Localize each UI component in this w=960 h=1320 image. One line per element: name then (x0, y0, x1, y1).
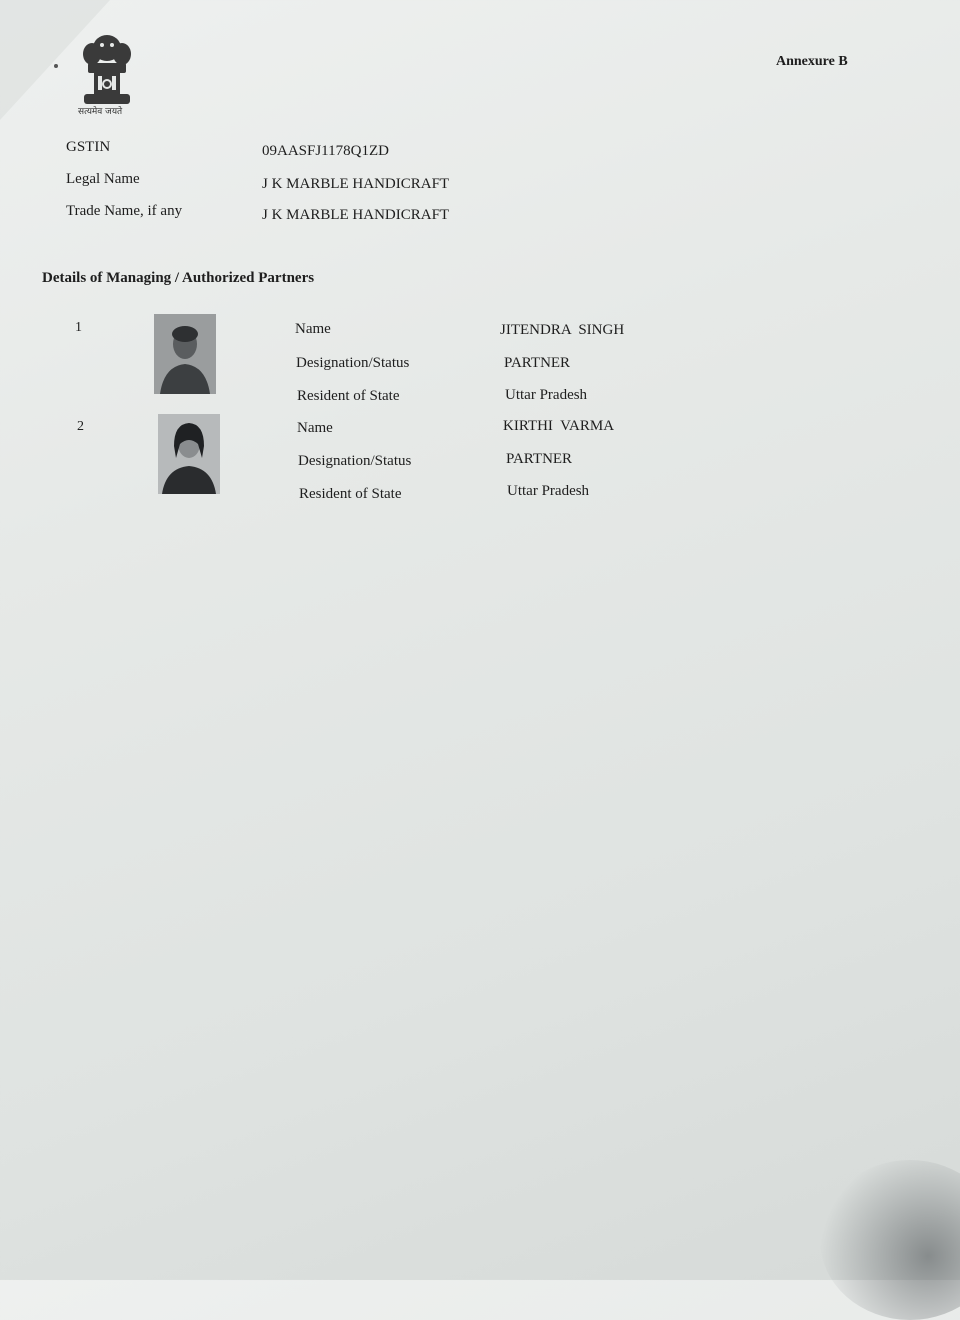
partner-name-value: KIRTHI VARMA (503, 418, 615, 434)
partner-name-value: JITENDRA SINGH (500, 322, 625, 338)
partner-photo (154, 314, 216, 394)
partner-name-label: Name (295, 321, 331, 337)
gstin-label: GSTIN (66, 139, 111, 155)
partner-state-label: Resident of State (299, 486, 402, 502)
ink-speck (54, 64, 58, 68)
partner-designation-value: PARTNER (506, 451, 573, 467)
partner-name-label: Name (297, 420, 333, 436)
corner-shadow (820, 1160, 960, 1320)
partner-number: 2 (77, 419, 84, 434)
trade-name-label: Trade Name, if any (66, 203, 183, 219)
legal-name-value: J K MARBLE HANDICRAFT (262, 176, 450, 192)
annexure-title: Annexure B (776, 54, 848, 69)
partner-state-value: Uttar Pradesh (505, 387, 588, 403)
legal-name-label: Legal Name (66, 171, 140, 187)
gstin-value: 09AASFJ1178Q1ZD (262, 143, 389, 159)
partners-section-heading: Details of Managing / Authorized Partners (42, 270, 315, 286)
partner-number: 1 (75, 320, 82, 335)
trade-name-value: J K MARBLE HANDICRAFT (262, 207, 450, 223)
partner-photo (158, 414, 220, 494)
partner-designation-label: Designation/Status (296, 355, 410, 371)
emblem-motto: सत्यमेव जयते (78, 107, 123, 117)
partner-designation-label: Designation/Status (298, 453, 412, 469)
partner-designation-value: PARTNER (504, 355, 571, 371)
partner-state-value: Uttar Pradesh (507, 483, 590, 499)
partner-state-label: Resident of State (297, 388, 400, 404)
